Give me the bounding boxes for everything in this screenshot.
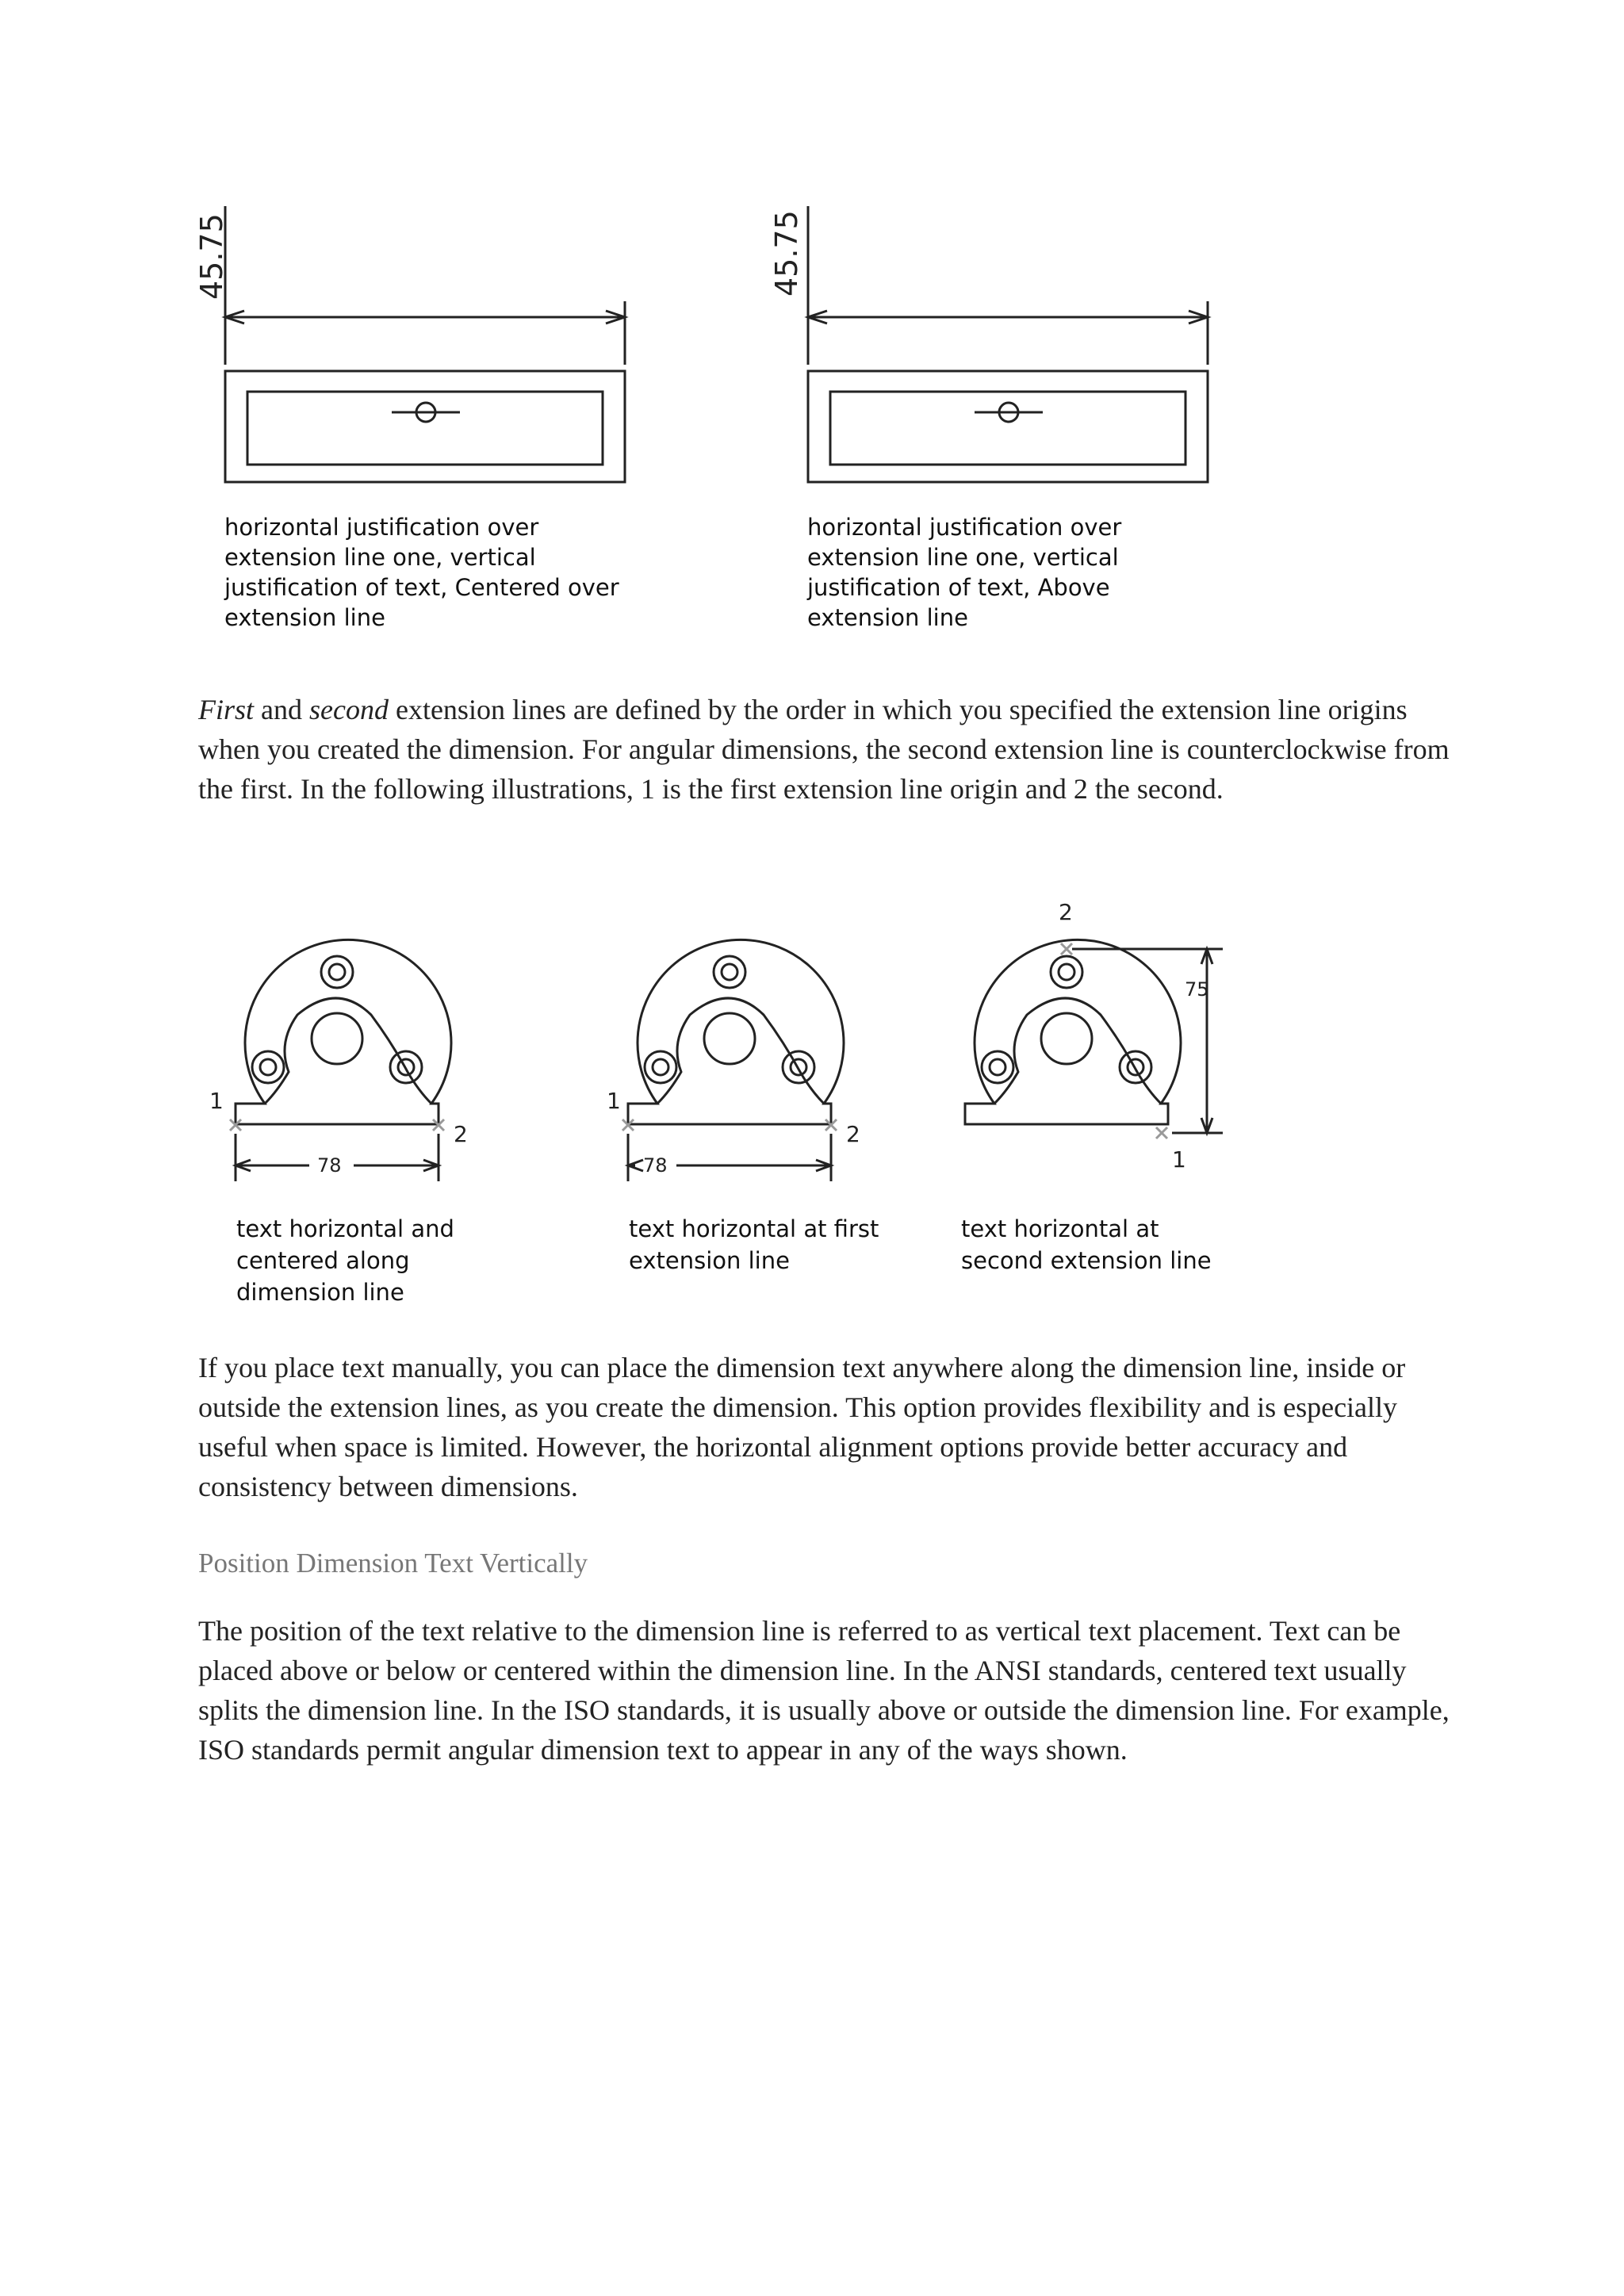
dimension-value: 75 — [1185, 978, 1209, 1001]
extension-label-2: 2 — [1059, 899, 1073, 925]
paragraph-vertical-text-placement: The position of the text relative to the dimension line is referred to as vertical text placement. Text can be placed above or below or centered within the dimension line. In the ANSI standards, centered text usually splits the dimension line. In the ISO standards, it is usually above or outside the dimension line. For example, ISO standards permit angular dimension text to appear in any of the ways shown. — [198, 1615, 1450, 1766]
paragraph-extension-line-order: First and second extension lines are defined by the order in which you specified the extension line origins when you created the dimension. For angular dimensions, the second extension line is counterclockwise from the first. In the following illustrations, 1 is the first extension line origin and 2 the second. — [198, 694, 1450, 805]
figure-centered-over-extension-line — [194, 198, 642, 492]
extension-label-1: 1 — [209, 1088, 224, 1114]
extension-label-2: 2 — [454, 1121, 468, 1147]
term-first: First — [198, 694, 255, 725]
section-heading: Position Dimension Text Vertically — [198, 1548, 588, 1578]
dimension-value-left: 45.75 — [194, 213, 229, 300]
extension-label-2: 2 — [846, 1121, 860, 1147]
figure-text-at-first-extension-line — [591, 896, 892, 1189]
extension-label-1: 1 — [607, 1088, 621, 1114]
term-second: second — [309, 694, 389, 725]
figure-above-extension-line — [769, 198, 1225, 492]
extension-label-1: 1 — [1172, 1146, 1186, 1173]
caption-fig2-middle: text horizontal at first extension line — [629, 1215, 879, 1274]
caption-fig2-left: text horizontal and centered along dimension line — [236, 1215, 454, 1306]
caption-fig2-right: text horizontal at second extension line — [961, 1215, 1212, 1274]
dimension-value: 78 — [317, 1154, 342, 1177]
dimension-value-right: 45.75 — [769, 210, 804, 297]
dimension-value: 78 — [643, 1154, 668, 1177]
figure-text-at-second-extension-line — [928, 896, 1261, 1189]
figure-text-centered-along-dimension-line — [198, 896, 500, 1189]
caption-fig1-right: horizontal justification over extension line one, vertical justification of text, Above extension line — [807, 514, 1122, 631]
caption-fig1-left: horizontal justification over extension line one, vertical justification of text, Centered over extension line — [224, 514, 619, 631]
paragraph-manual-text-placement: If you place text manually, you can place the dimension text anywhere along the dimension line, inside or outside the extension lines, as you create the dimension. This option provides flexibility and is especially useful when space is limited. However, the horizontal alignment options provide better accuracy and consistency between dimensions. — [198, 1352, 1406, 1502]
